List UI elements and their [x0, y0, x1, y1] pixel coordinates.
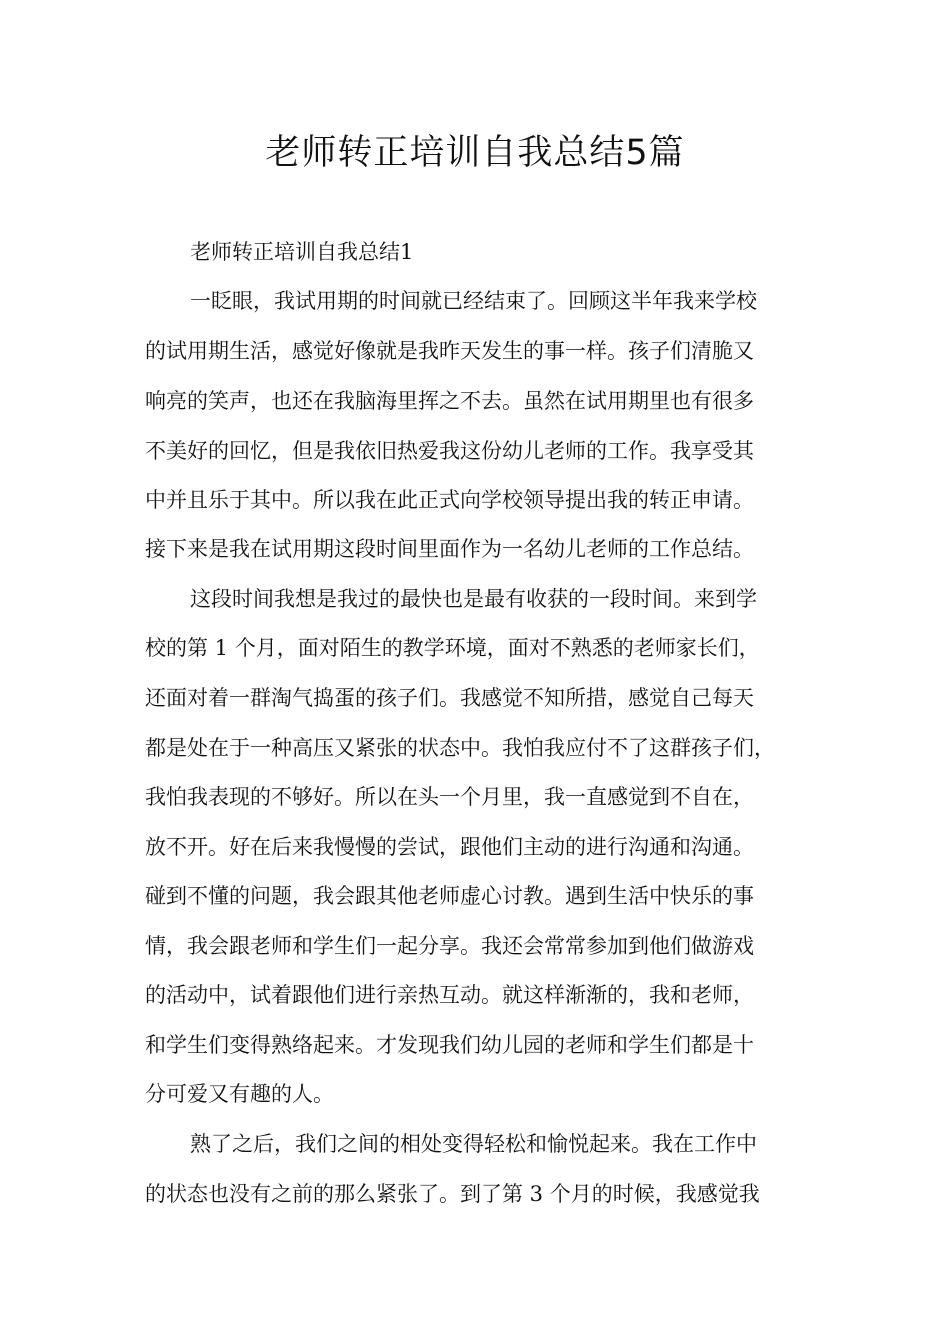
paragraph-line: 这段时间我想是我过的最快也是最有收获的一段时间。来到学	[190, 587, 757, 611]
paragraph-line: 中并且乐于其中。所以我在此正式向学校领导提出我的转正申请。	[145, 488, 754, 512]
section-heading: 老师转正培训自我总结1	[190, 240, 414, 264]
paragraph-line: 还面对着一群淘气捣蛋的孩子们。我感觉不知所措，感觉自己每天	[145, 686, 754, 710]
paragraph-line: 校的第 1 个月，面对陌生的教学环境，面对不熟悉的老师家长们，	[145, 636, 760, 660]
paragraph-line: 都是处在于一种高压又紧张的状态中。我怕我应付不了这群孩子们，	[145, 736, 775, 760]
paragraph-line: 接下来是我在试用期这段时间里面作为一名幼儿老师的工作总结。	[145, 537, 754, 561]
paragraph-line: 熟了之后，我们之间的相处变得轻松和愉悦起来。我在工作中	[190, 1132, 757, 1156]
paragraph-line: 不美好的回忆，但是我依旧热爱我这份幼儿老师的工作。我享受其	[145, 439, 754, 463]
paragraph-line: 响亮的笑声，也还在我脑海里挥之不去。虽然在试用期里也有很多	[145, 389, 754, 413]
document-title: 老师转正培训自我总结5篇	[265, 133, 685, 173]
paragraph-line: 的活动中，试着跟他们进行亲热互动。就这样渐渐的，我和老师，	[145, 983, 754, 1007]
paragraph-line: 情，我会跟老师和学生们一起分享。我还会常常参加到他们做游戏	[145, 934, 754, 958]
paragraph-line: 的状态也没有之前的那么紧张了。到了第 3 个月的时候，我感觉我	[145, 1182, 760, 1206]
paragraph-line: 碰到不懂的问题，我会跟其他老师虚心讨教。遇到生活中快乐的事	[145, 884, 754, 908]
paragraph-line: 分可爱又有趣的人。	[145, 1082, 334, 1106]
paragraph-line: 的试用期生活，感觉好像就是我昨天发生的事一样。孩子们清脆又	[145, 339, 754, 363]
paragraph-line: 和学生们变得熟络起来。才发现我们幼儿园的老师和学生们都是十	[145, 1033, 754, 1057]
paragraph-line: 放不开。好在后来我慢慢的尝试，跟他们主动的进行沟通和沟通。	[145, 835, 754, 859]
paragraph-line: 一眨眼，我试用期的时间就已经结束了。回顾这半年我来学校	[190, 289, 757, 313]
paragraph-line: 我怕我表现的不够好。所以在头一个月里，我一直感觉到不自在，	[145, 785, 754, 809]
